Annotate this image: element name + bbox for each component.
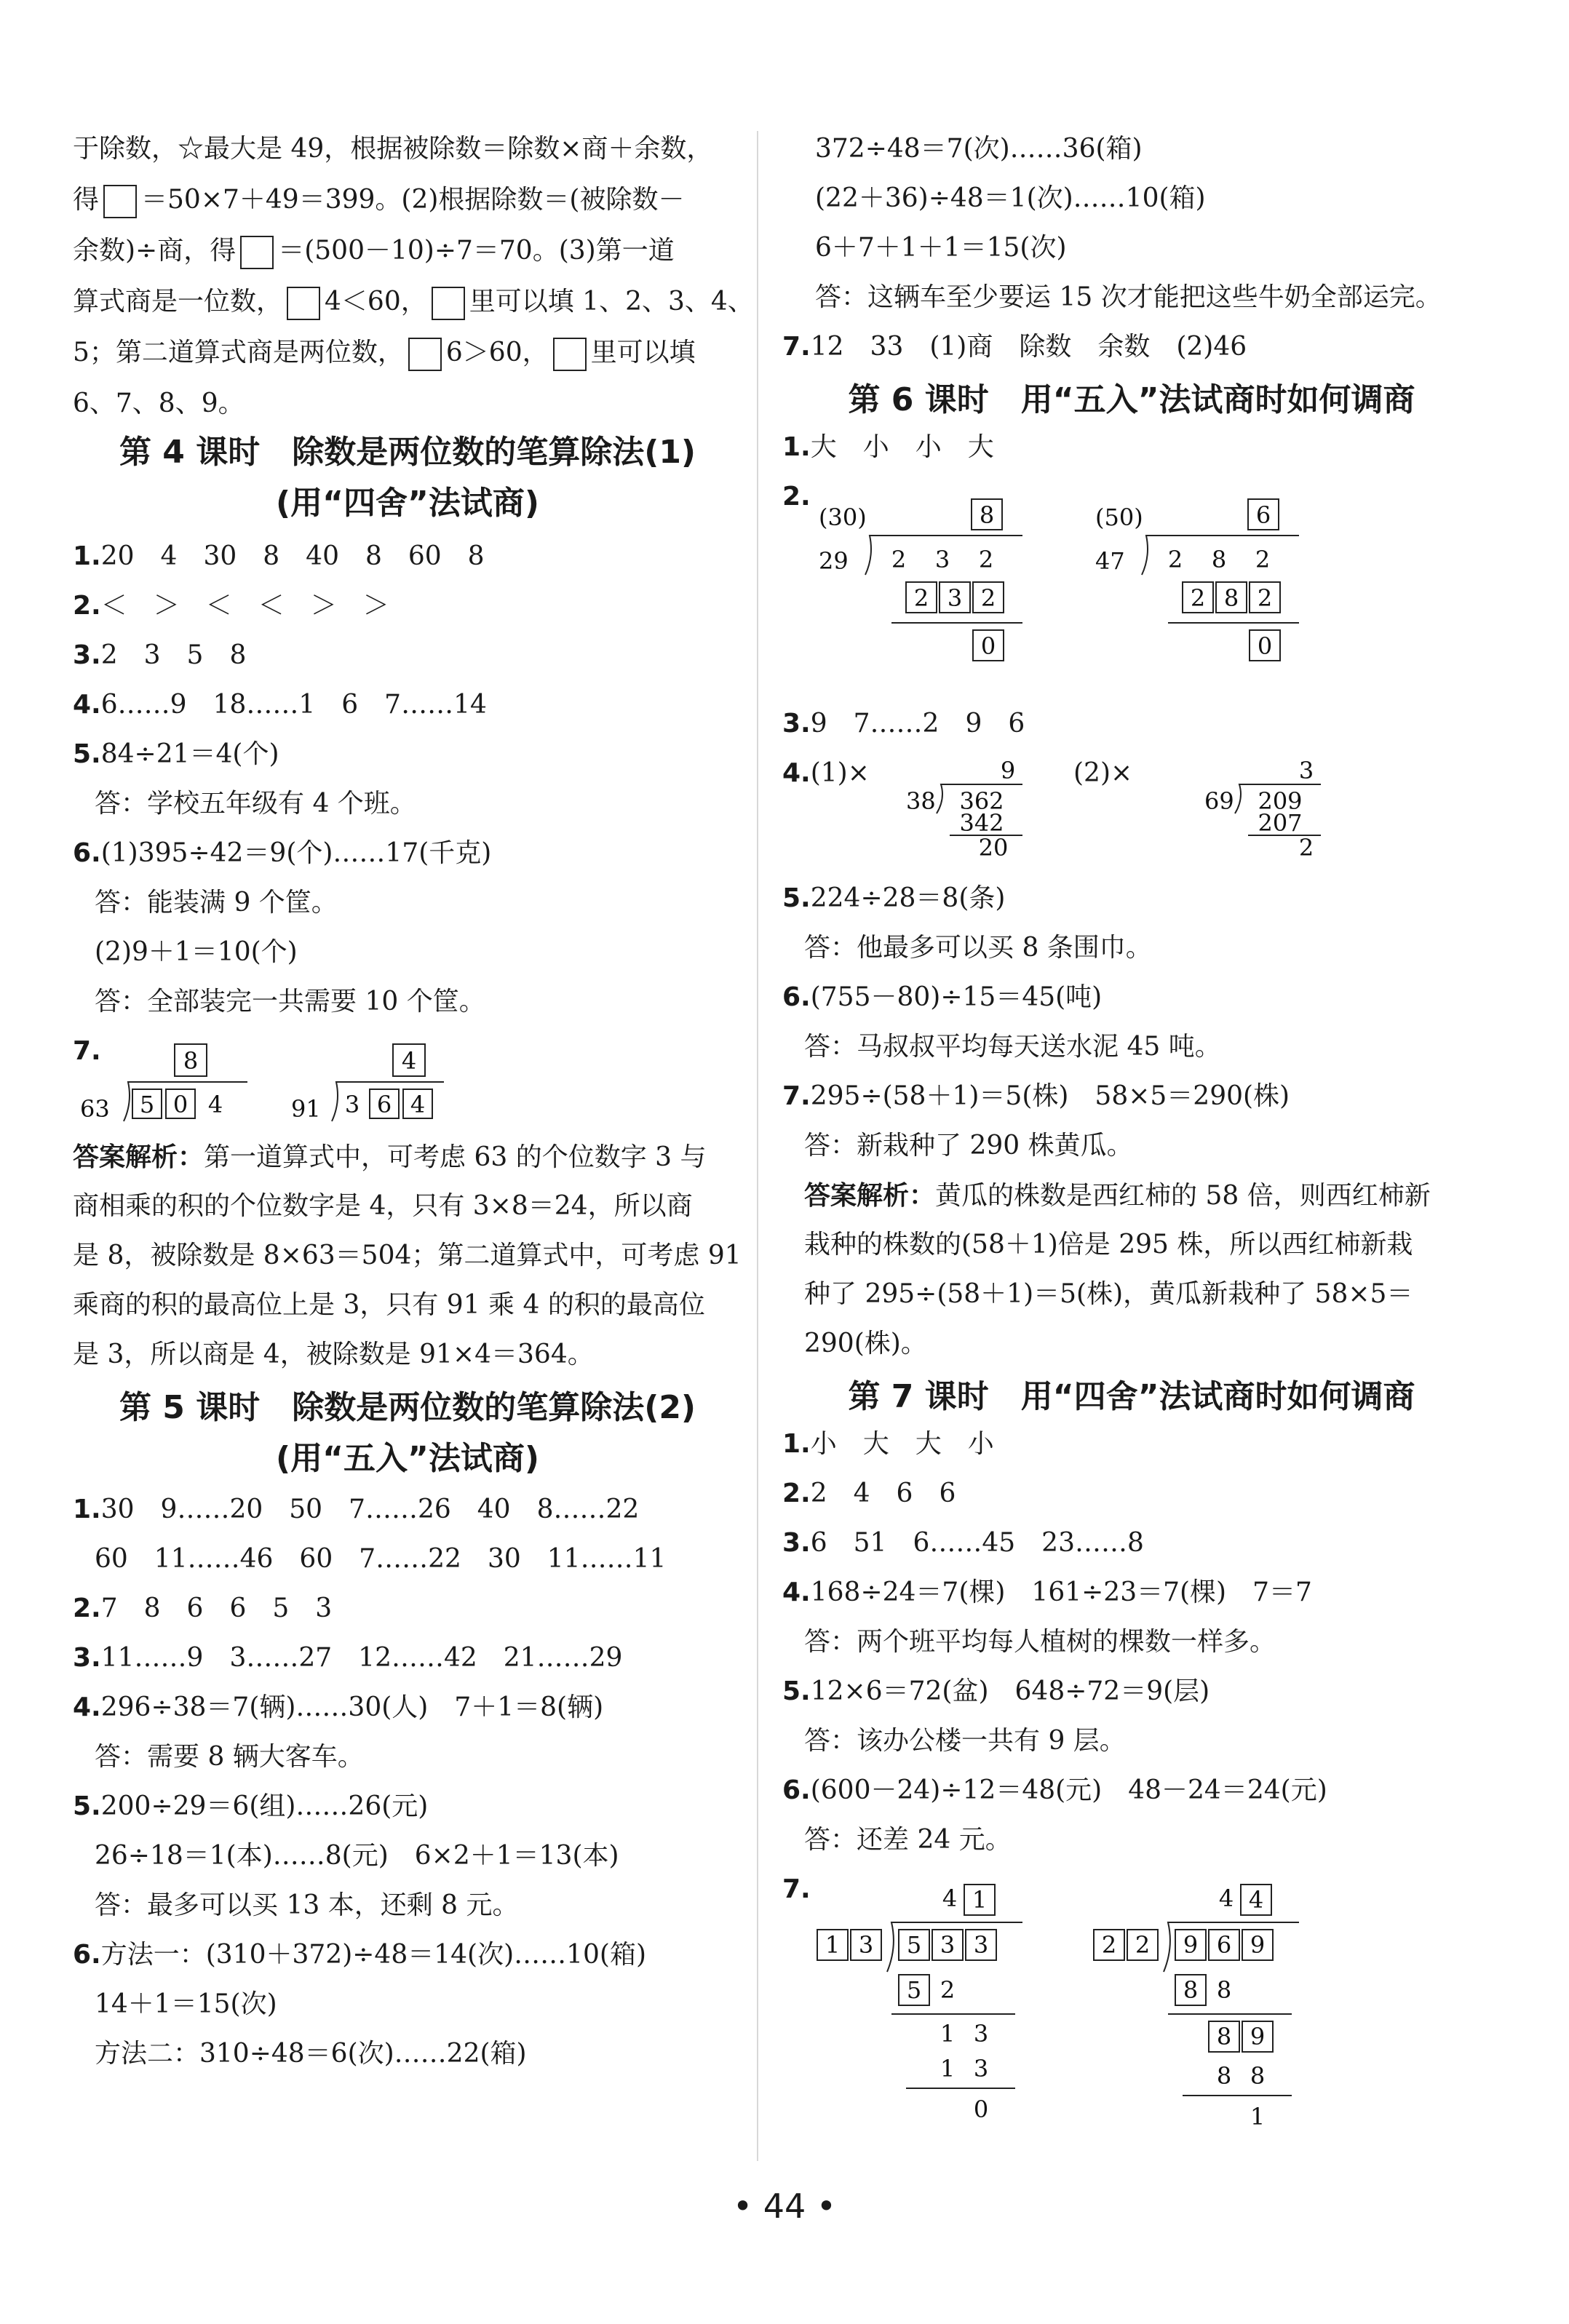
product-digit: 2	[980, 584, 996, 612]
answer-line: 答：马叔叔平均每天送水泥 45 吨。	[804, 1032, 1221, 1062]
dividend-digit: 2	[978, 546, 994, 573]
long-division-l4-q7	[80, 1037, 488, 1131]
quotient-digit: 4	[1248, 1886, 1264, 1914]
answer-line: 60 11……46 60 7……22 30 11……11	[95, 1544, 667, 1574]
dividend-digit: 2	[1255, 546, 1271, 573]
remainder-digit: 0	[980, 632, 996, 660]
estimate-hint: (30)	[819, 504, 867, 531]
answer-line: 方法二：310÷48＝6(次)……22(箱)	[95, 2039, 527, 2069]
dividend-digit: 4	[410, 1091, 426, 1118]
answer-analysis: 是 3，所以商是 4，被除数是 91×4＝364。	[73, 1340, 594, 1369]
dividend-digit: 9	[1250, 1931, 1266, 1959]
quotient-digit: 6	[1255, 501, 1271, 529]
divisor: 69	[1204, 787, 1234, 815]
answer-line: 6.(600－24)÷12＝48(元) 48－24＝24(元)	[782, 1775, 1327, 1805]
answer-analysis: 答案解析：黄瓜的株数是西红柿的 58 倍，则西红柿新	[804, 1180, 1431, 1211]
product-digit: 8	[1216, 1976, 1232, 2004]
answer-line: 2.＜ ＞ ＜ ＜ ＞ ＞	[73, 591, 389, 621]
answer-line: 4.168÷24＝7(棵) 161÷23＝7(棵) 7＝7	[782, 1577, 1312, 1607]
answer-line: 答：该办公楼一共有 9 层。	[804, 1726, 1126, 1756]
dividend: 362	[959, 787, 1004, 815]
answer-line: 答：新栽种了 290 株黄瓜。	[804, 1131, 1133, 1161]
column-divider	[757, 131, 758, 2161]
answer-line: 答：全部装完一共需要 10 个筐。	[95, 987, 485, 1016]
quotient-digit: 1	[972, 1886, 988, 1914]
remainder-digit: 1	[940, 2020, 956, 2048]
answer-line: 5.200÷29＝6(组)……26(元)	[73, 1791, 429, 1821]
long-division-l6-q2	[804, 488, 1401, 684]
text-line: 算式商是一位数， 4＜60， 里可以填 1、2、3、4、	[73, 284, 754, 320]
answer-line: 5.84÷21＝4(个)	[73, 739, 279, 769]
blank-box	[432, 287, 465, 320]
blank-box	[408, 338, 442, 371]
dividend-digit: 5	[906, 1931, 922, 1959]
product: 342	[959, 809, 1004, 837]
product-digit: 2	[913, 584, 929, 612]
dividend-digit: 9	[1183, 1931, 1199, 1959]
answer-line: 4.6……9 18……1 6 7……14	[73, 690, 487, 720]
blank-box	[287, 287, 320, 320]
answer-line: 答：还差 24 元。	[804, 1825, 1012, 1855]
answer-line: (22＋36)÷48＝1(次)……10(箱)	[815, 183, 1206, 213]
answer-analysis: 乘商的积的最高位上是 3，只有 91 乘 4 的积的最高位	[73, 1290, 705, 1320]
answer-line: 6＋7＋1＋1＝15(次)	[815, 233, 1067, 263]
product-digit: 8	[1223, 584, 1239, 612]
answer-line: (2)×	[1073, 758, 1133, 788]
divisor: 63	[80, 1095, 110, 1123]
dividend-digit: 3	[973, 1931, 989, 1959]
quotient-digit: 4	[1218, 1885, 1234, 1912]
section-heading: 第 6 课时 用“五入”法试商时如何调商	[848, 381, 1415, 418]
quotient-digit: 8	[183, 1047, 199, 1075]
blank-box	[240, 236, 274, 269]
answer-line: 3.11……9 3……27 12……42 21……29	[73, 1643, 623, 1673]
text-line: 余数)÷商，得 ＝(500－10)÷7＝70。(3)第一道	[73, 233, 675, 269]
section-heading: 第 7 课时 用“四舍”法试商时如何调商	[848, 1378, 1415, 1415]
answer-analysis: 290(株)。	[804, 1329, 927, 1358]
product-digit: 2	[1190, 584, 1206, 612]
answer-line: 7.	[782, 1874, 811, 1904]
divisor: 29	[819, 547, 849, 575]
section-heading: (用“五入”法试商)	[275, 1440, 540, 1477]
answer-line: 4.296÷38＝7(辆)……30(人) 7＋1＝8(辆)	[73, 1692, 604, 1722]
section-heading: 第 5 课时 除数是两位数的笔算除法(2)	[119, 1389, 696, 1426]
answer-line: 2.2 4 6 6	[782, 1479, 956, 1508]
answer-line: 2.7 8 6 6 5 3	[73, 1593, 333, 1623]
product-digit: 8	[1216, 2062, 1232, 2090]
answer-line: 3.6 51 6……45 23……8	[782, 1528, 1144, 1558]
answer-line: 1.小 大 大 小	[782, 1429, 994, 1459]
dividend-digit: 8	[1211, 546, 1227, 573]
text-line: 5；第二道算式商是两位数， 6＞60， 里可以填	[73, 335, 696, 371]
remainder-digit: 3	[973, 2020, 989, 2048]
dividend-digit: 3	[344, 1091, 360, 1118]
answer-line: 1.30 9……20 50 7……26 40 8……22	[73, 1495, 640, 1524]
page-number: • 44 •	[732, 2186, 837, 2226]
answer-line: 6.方法一：(310＋372)÷48＝14(次)……10(箱)	[73, 1940, 647, 1970]
dividend: 209	[1258, 787, 1303, 815]
answer-analysis: 商相乘的积的个位数字是 4，只有 3×8＝24，所以商	[73, 1191, 693, 1221]
answer-line: 3.9 7……2 9 6	[782, 709, 1025, 739]
answer-line: 5.12×6＝72(盆) 648÷72＝9(层)	[782, 1676, 1210, 1706]
dividend-digit: 2	[1167, 546, 1183, 573]
divisor: 91	[291, 1095, 321, 1123]
answer-line: 7.295÷(58＋1)＝5(株) 58×5＝290(株)	[782, 1081, 1290, 1111]
product-digit: 2	[1257, 584, 1273, 612]
answer-line: 26÷18＝1(本)……8(元) 6×2＋1＝13(本)	[95, 1841, 619, 1871]
quotient-digit: 3	[1298, 757, 1314, 784]
product-digit: 8	[1183, 1976, 1199, 2004]
remainder: 20	[978, 834, 1009, 859]
dividend-digit: 3	[940, 1931, 956, 1959]
answer-line: 6.(755－80)÷15＝45(吨)	[782, 982, 1103, 1012]
quotient-digit: 9	[1000, 757, 1016, 784]
quotient-digit: 8	[979, 501, 995, 529]
product-digit: 8	[1250, 2062, 1266, 2090]
divisor-digit: 1	[825, 1931, 841, 1959]
dividend-digit: 2	[891, 546, 907, 573]
section-heading: 第 4 课时 除数是两位数的笔算除法(1)	[119, 434, 696, 471]
answer-line: 372÷48＝7(次)……36(箱)	[815, 134, 1143, 164]
product-digit: 1	[940, 2055, 956, 2082]
answer-line: (2)9＋1＝10(个)	[95, 937, 298, 967]
product-digit: 3	[973, 2055, 989, 2082]
long-division-l7-q7	[804, 1877, 1401, 2154]
answer-analysis: 种了 295÷(58＋1)＝5(株)，黄瓜新栽种了 58×5＝	[804, 1279, 1413, 1309]
answer-line: 14＋1＝15(次)	[95, 1989, 277, 2019]
answer-line: 答：两个班平均每人植树的棵数一样多。	[804, 1627, 1276, 1657]
answer-line: 5.224÷28＝8(条)	[782, 883, 1006, 913]
estimate-hint: (50)	[1095, 504, 1143, 531]
quotient-digit: 4	[401, 1047, 417, 1075]
text-line: 得 ＝50×7＋49＝399。(2)根据除数＝(被除数－	[73, 182, 684, 218]
answer-line: 答：他最多可以买 8 条围巾。	[804, 933, 1152, 963]
blank-box	[553, 338, 587, 371]
answer-line: 答：最多可以买 13 本，还剩 8 元。	[95, 1890, 519, 1920]
answer-line: 7.	[73, 1036, 101, 1066]
divisor: 38	[906, 787, 936, 815]
dividend-digit: 6	[376, 1091, 392, 1118]
dividend-digit: 6	[1216, 1931, 1232, 1959]
divisor: 47	[1095, 547, 1125, 575]
dividend-digit: 3	[934, 546, 950, 573]
divisor-digit: 2	[1101, 1931, 1117, 1959]
answer-analysis: 是 8，被除数是 8×63＝504；第二道算式中，可考虑 91	[73, 1241, 742, 1270]
answer-line: 答：需要 8 辆大客车。	[95, 1742, 364, 1772]
answer-line: 1.20 4 30 8 40 8 60 8	[73, 541, 485, 571]
answer-line: 答：能装满 9 个筐。	[95, 888, 338, 918]
dividend-digit: 4	[207, 1091, 223, 1118]
answer-analysis: 栽种的株数的(58＋1)倍是 295 株，所以西红柿新栽	[804, 1230, 1413, 1260]
answer-line: 4.(1)×	[782, 758, 870, 788]
quotient-digit: 4	[942, 1885, 958, 1912]
answer-line: 7.12 33 (1)商 除数 余数 (2)46	[782, 332, 1247, 362]
dividend-digit: 5	[139, 1091, 155, 1118]
product-digit: 2	[940, 1976, 956, 2004]
text-line: 于除数，☆最大是 49，根据被除数＝除数×商＋余数，	[73, 134, 713, 164]
remainder-digit: 1	[1250, 2103, 1266, 2130]
answer-line: 6.(1)395÷42＝9(个)……17(千克)	[73, 838, 492, 868]
product-digit: 3	[947, 584, 963, 612]
remainder-digit: 8	[1216, 2023, 1232, 2050]
section-heading: (用“四舍”法试商)	[275, 485, 540, 522]
text-line: 6、7、8、9。	[73, 389, 245, 418]
answer-line: 2.	[782, 482, 811, 512]
answer-line: 答：这辆车至少要运 15 次才能把这些牛奶全部运完。	[815, 282, 1442, 312]
product-digit: 5	[906, 1976, 922, 2004]
blank-box	[103, 185, 137, 218]
remainder-digit: 0	[1257, 632, 1273, 660]
divisor-digit: 3	[858, 1931, 874, 1959]
long-division-l6-q4	[891, 749, 1401, 859]
product: 207	[1258, 809, 1303, 837]
answer-line: 1.大 小 小 大	[782, 432, 994, 462]
answer-line: 答：学校五年级有 4 个班。	[95, 789, 416, 819]
answer-line: 3.2 3 5 8	[73, 640, 247, 670]
remainder: 2	[1298, 834, 1314, 859]
remainder-digit: 0	[973, 2096, 989, 2123]
divisor-digit: 2	[1135, 1931, 1151, 1959]
answer-analysis: 答案解析：第一道算式中，可考虑 63 的个位数字 3 与	[73, 1142, 707, 1172]
remainder-digit: 9	[1250, 2023, 1266, 2050]
dividend-digit: 0	[172, 1091, 188, 1118]
